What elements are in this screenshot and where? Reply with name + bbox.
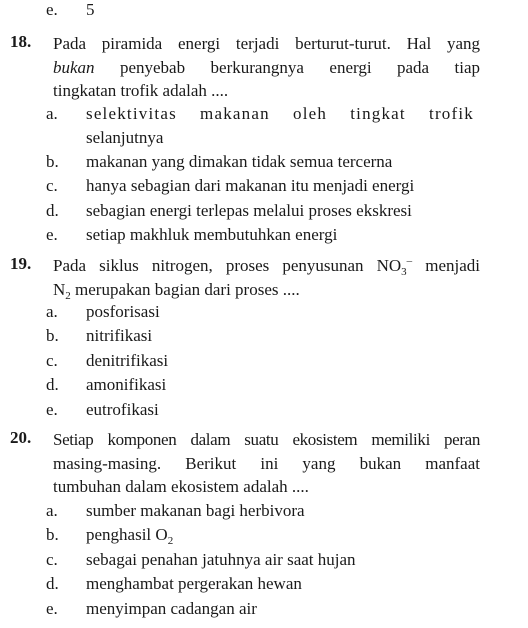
option-letter: c. xyxy=(46,350,58,370)
option-line: selanjutnya xyxy=(86,128,164,147)
option-text: hanya sebagian dari makanan itu menjadi energi xyxy=(86,176,415,196)
option-letter: e. xyxy=(46,399,58,419)
option-c[interactable] xyxy=(46,548,476,572)
question-line: Setiap komponen dalam suatu ekosistem memiliki peran xyxy=(53,430,480,449)
option-text: nitrifikasi xyxy=(86,326,153,346)
option-text: menyimpan cadangan air xyxy=(86,598,257,618)
question-line: tingkatan trofik adalah .... xyxy=(53,81,229,100)
option-a[interactable] xyxy=(46,499,476,523)
option-text: sebagai penahan jatuhnya air saat hujan xyxy=(86,549,356,569)
question-line xyxy=(53,254,480,278)
option-text xyxy=(86,523,173,547)
question-19 xyxy=(10,254,480,301)
option-letter: c. xyxy=(46,549,58,569)
option-e[interactable] xyxy=(46,398,476,422)
option-letter: e. xyxy=(46,225,58,245)
option-letter: c. xyxy=(46,176,58,196)
option-text: sebagian energi terlepas melalui proses ekskresi xyxy=(86,200,412,220)
option-letter: d. xyxy=(46,200,59,220)
question-line xyxy=(53,56,480,80)
emphasis-word: bukan xyxy=(53,57,95,77)
question-18 xyxy=(10,32,480,103)
option-letter: a. xyxy=(46,104,58,123)
option-letter: a. xyxy=(46,302,58,321)
option-letter: e. xyxy=(46,0,58,19)
option-c[interactable] xyxy=(46,174,476,198)
option-letter: b. xyxy=(46,525,59,545)
option-letter: b. xyxy=(46,326,59,346)
subscript: 3 xyxy=(401,266,407,278)
question-line-text: N xyxy=(53,279,66,299)
superscript: – xyxy=(406,255,413,267)
subscript: 2 xyxy=(167,535,174,548)
option-text: menghambat pergerakan hewan xyxy=(86,574,302,594)
question-text xyxy=(53,428,480,499)
option-letter: d. xyxy=(46,574,59,594)
option-e[interactable] xyxy=(46,597,476,621)
option-b[interactable] xyxy=(46,150,476,174)
option-d[interactable] xyxy=(46,572,476,596)
option-letter: b. xyxy=(46,152,59,171)
option-c[interactable] xyxy=(46,349,476,373)
option-text: eutrofikasi xyxy=(86,399,159,419)
option-text: setiap makhluk membutuhkan energi xyxy=(86,225,338,245)
question-number: 18. xyxy=(10,32,32,51)
question-text xyxy=(53,254,480,301)
question-18-options xyxy=(46,102,476,248)
question-line: tumbuhan dalam ekosistem adalah .... xyxy=(53,477,309,496)
option-letter: d. xyxy=(46,375,59,395)
option-e[interactable] xyxy=(46,223,476,247)
question-line: Pada piramida energi terjadi berturut-turut. Hal yang xyxy=(53,34,480,53)
option-letter: e. xyxy=(46,598,58,618)
option-d[interactable] xyxy=(46,373,476,397)
option-text xyxy=(86,102,474,150)
option-text: 5 xyxy=(86,0,95,19)
option-text: sumber makanan bagi herbivora xyxy=(86,501,305,520)
question-19-options xyxy=(46,300,476,422)
option-b[interactable] xyxy=(46,523,476,547)
subscript: 2 xyxy=(65,289,71,302)
question-line: masing-masing. Berikut ini yang bukan manfaat xyxy=(53,453,480,473)
question-20 xyxy=(10,428,480,499)
option-text: posforisasi xyxy=(86,302,160,321)
prev-option-e xyxy=(46,0,446,22)
question-text xyxy=(53,32,480,103)
question-line-rest: penyebab berkurangnya energi pada tiap xyxy=(94,57,480,77)
option-a[interactable] xyxy=(46,300,476,324)
option-b[interactable] xyxy=(46,324,476,348)
option-text: amonifikasi xyxy=(86,375,167,395)
question-20-options xyxy=(46,499,476,621)
question-line-text: Pada siklus nitrogen, proses penyusunan NO xyxy=(53,256,402,275)
option-text: denitrifikasi xyxy=(86,350,169,370)
question-number: 20. xyxy=(10,428,32,447)
option-text-main: penghasil O xyxy=(86,525,168,545)
option-letter: a. xyxy=(46,501,58,520)
question-line xyxy=(53,278,480,302)
question-number: 19. xyxy=(10,254,32,273)
option-a[interactable] xyxy=(46,102,476,150)
option-d[interactable] xyxy=(46,199,476,223)
question-line-text: merupakan bagian dari proses .... xyxy=(70,279,300,299)
option-line: selektivitas makanan oleh tingkat trofik xyxy=(86,104,474,123)
question-line-text: menjadi xyxy=(412,256,480,275)
option-text: makanan yang dimakan tidak semua tercerna xyxy=(86,152,393,171)
